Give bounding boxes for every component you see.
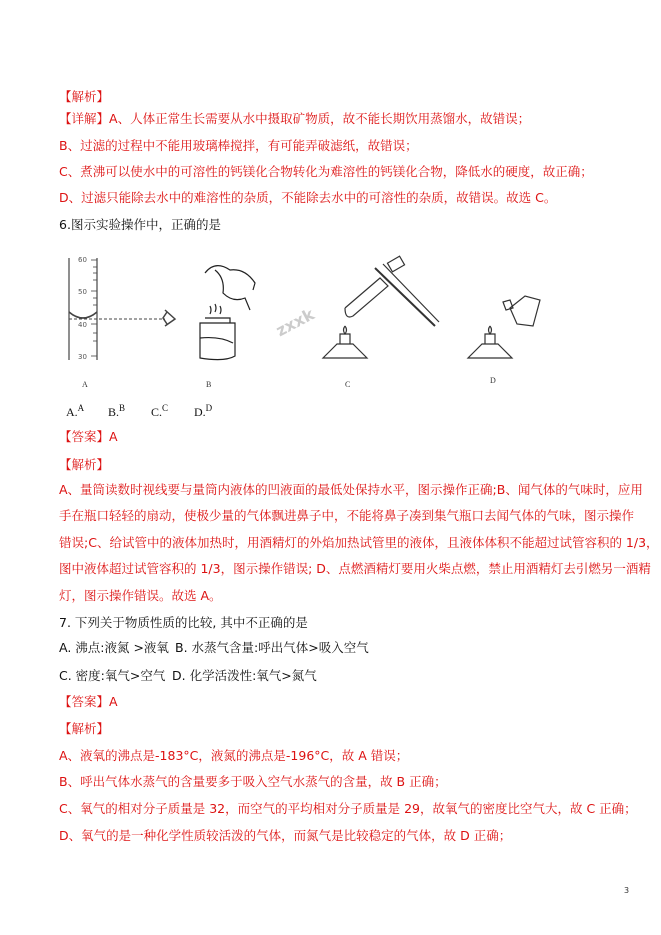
q7-answer <box>59 694 118 710</box>
answer-value: A <box>109 429 118 444</box>
q6-analysis-line: 灯，图示操作错误。故选 A。 <box>59 588 222 603</box>
figure-label-a: A <box>82 380 88 389</box>
q5-analysis-heading: 【解析】 <box>59 89 110 104</box>
q7-option-b[interactable]: B. 水蒸气含量:呼出气体>吸入空气 <box>175 640 369 655</box>
experiment-figure <box>55 248 555 398</box>
option-value: C <box>162 403 169 413</box>
watermark: zxxk <box>272 304 318 341</box>
detail-text: A、人体正常生长需要从水中摄取矿物质，故不能长期饮用蒸馏水，故错误； <box>109 111 531 126</box>
q7-option-c[interactable]: C. 密度:氧气>空气 <box>59 668 166 683</box>
tick-60: 60 <box>78 256 87 264</box>
option-key: C. <box>151 405 163 419</box>
tick-30: 30 <box>78 353 87 361</box>
q6-option-a[interactable] <box>66 403 84 420</box>
graduated-cylinder <box>69 258 175 360</box>
q5-detail-line-c: C、煮沸可以使水中的可溶性的钙镁化合物转化为难溶性的钙镁化合物，降低水的硬度，故正确； <box>59 164 593 179</box>
q6-analysis-line: 错误;C、给试管中的液体加热时，用酒精灯的外焰加热试管里的液体，且液体体积不能超过试管容积的 1/3， <box>59 535 659 550</box>
option-key: D. <box>194 405 206 419</box>
option-value: B <box>119 403 126 413</box>
q7-analysis-heading: 【解析】 <box>59 721 110 736</box>
q7-stem: 7. 下列关于物质性质的比较, 其中不正确的是 <box>59 615 308 630</box>
answer-label: 【答案】 <box>59 429 110 444</box>
q6-answer <box>59 429 118 445</box>
option-value: A <box>77 403 85 413</box>
q7-analysis-line: A、液氧的沸点是-183°C，液氮的沸点是-196°C，故 A 错误； <box>59 748 409 763</box>
q6-option-b[interactable] <box>108 403 125 420</box>
q6-analysis-heading: 【解析】 <box>59 457 110 472</box>
q5-detail-line-a <box>59 111 530 127</box>
tick-40: 40 <box>78 321 87 329</box>
q6-analysis-line: 手在瓶口轻轻的扇动，使极少量的气体飘进鼻子中，不能将鼻子凑到集气瓶口去闻气体的气味，图示操作 <box>59 508 635 523</box>
answer-label: 【答案】 <box>59 694 110 709</box>
q6-stem <box>59 217 221 233</box>
q6-number: 6. <box>59 217 71 232</box>
detail-label: 【详解】 <box>59 111 110 126</box>
q7-option-a[interactable]: A. 沸点:液氮 >液氧 <box>59 640 169 655</box>
q6-analysis-line: 图中液体超过试管容积的 1/3，图示操作错误; D、点燃酒精灯要用火柴点燃，禁止用酒精灯去引燃另一酒精 <box>59 561 651 576</box>
q7-analysis-line: C、氧气的相对分子质量是 32，而空气的平均相对分子质量是 29，故氧气的密度比空气大，故 C 正确； <box>59 801 637 816</box>
tick-50: 50 <box>78 288 87 296</box>
option-key: B. <box>108 405 120 419</box>
figure-label-d: D <box>490 376 496 385</box>
q5-detail-line-b: B、过滤的过程中不能用玻璃棒搅拌，有可能弄破滤纸，故错误； <box>59 138 418 153</box>
q7-analysis-line: D、氧气的是一种化学性质较活泼的气体，而氮气是比较稳定的气体，故 D 正确； <box>59 828 512 843</box>
q6-analysis-line: A、量筒读数时视线要与量筒内液体的凹液面的最低处保持水平，图示操作正确;B、闻气体的气味时，应用 <box>59 482 643 497</box>
q6-option-c[interactable] <box>151 403 168 420</box>
heating-test-tube-illustration <box>323 256 439 358</box>
figure-label-c: C <box>345 380 351 389</box>
figure-label-b: B <box>206 380 212 389</box>
option-value: D <box>205 403 213 413</box>
q6-stem-text: 图示实验操作中，正确的是 <box>70 217 221 232</box>
q7-option-d[interactable]: D. 化学活泼性:氧气>氮气 <box>172 668 317 683</box>
q6-option-d[interactable] <box>194 403 212 420</box>
q5-detail-line-d: D、过滤只能除去水中的难溶性的杂质，不能除去水中的可溶性的杂质，故错误。故选 C。 <box>59 190 557 205</box>
q7-analysis-line: B、呼出气体水蒸气的含量要多于吸入空气水蒸气的含量，故 B 正确； <box>59 774 447 789</box>
smelling-gas-illustration <box>200 266 255 360</box>
page-number: 3 <box>624 886 630 895</box>
lighting-lamp-illustration <box>468 296 540 358</box>
answer-value: A <box>109 694 118 709</box>
option-key: A. <box>66 405 78 419</box>
